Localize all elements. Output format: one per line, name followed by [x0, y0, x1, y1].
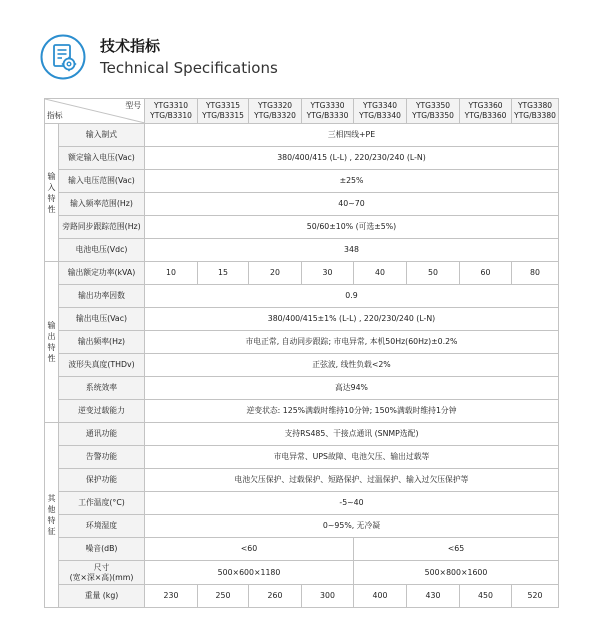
row-label: 尺寸 (宽×深×高)(mm) [59, 561, 145, 585]
row-value: 348 [145, 239, 559, 262]
row-label: 工作温度(°C) [59, 492, 145, 515]
row-label: 噪音(dB) [59, 538, 145, 561]
corner-model-label: 型号 [125, 101, 141, 110]
row-label: 输入电压范围(Vac) [59, 170, 145, 193]
power-cell: 60 [460, 262, 512, 285]
row-label: 输入频率范围(Hz) [59, 193, 145, 216]
table-row [45, 585, 559, 608]
row-label: 通讯功能 [59, 423, 145, 446]
table-row [45, 147, 559, 170]
model-header: YTG3380 YTG/B3380 [512, 99, 559, 124]
power-cell: 40 [354, 262, 407, 285]
row-label: 额定输入电压(Vac) [59, 147, 145, 170]
weight-cell: 430 [407, 585, 460, 608]
table-row [45, 216, 559, 239]
weight-cell: 260 [249, 585, 302, 608]
weight-cell: 400 [354, 585, 407, 608]
table-row [45, 262, 559, 285]
row-value: -5~40 [145, 492, 559, 515]
document-gear-icon [40, 34, 86, 80]
power-cell: 20 [249, 262, 302, 285]
group-label-output: 输 出 特 性 [45, 262, 59, 423]
row-value: 逆变状态: 125%满载时维持10分钟; 150%满载时维持1分钟 [145, 400, 559, 423]
size-value-large: 500×800×1600 [354, 561, 559, 585]
row-label: 输出额定功率(kVA) [59, 262, 145, 285]
row-value: ±25% [145, 170, 559, 193]
table-row [45, 538, 559, 561]
row-label: 逆变过载能力 [59, 400, 145, 423]
power-cell: 10 [145, 262, 198, 285]
row-value: 380/400/415 (L-L) , 220/230/240 (L-N) [145, 147, 559, 170]
table-row [45, 423, 559, 446]
row-value: 0~95%, 无冷凝 [145, 515, 559, 538]
row-value: 电池欠压保护、过载保护、短路保护、过温保护、输入过欠压保护等 [145, 469, 559, 492]
weight-cell: 520 [512, 585, 559, 608]
model-header: YTG3330 YTG/B3330 [302, 99, 354, 124]
table-row [45, 469, 559, 492]
power-cell: 50 [407, 262, 460, 285]
model-header: YTG3350 YTG/B3350 [407, 99, 460, 124]
row-value: 50/60±10% (可选±5%) [145, 216, 559, 239]
table-row [45, 285, 559, 308]
row-value: 40~70 [145, 193, 559, 216]
model-header: YTG3340 YTG/B3340 [354, 99, 407, 124]
row-value: 正弦波, 线性负载<2% [145, 354, 559, 377]
row-label: 输出电压(Vac) [59, 308, 145, 331]
row-value: 市电正常, 自动同步跟踪; 市电异常, 本机50Hz(60Hz)±0.2% [145, 331, 559, 354]
row-value: 高达94% [145, 377, 559, 400]
table-row [45, 193, 559, 216]
row-label: 输出功率因数 [59, 285, 145, 308]
table-row [45, 561, 559, 585]
row-value: 0.9 [145, 285, 559, 308]
row-label: 电池电压(Vdc) [59, 239, 145, 262]
noise-value-large: <65 [354, 538, 559, 561]
row-value: 380/400/415±1% (L-L) , 220/230/240 (L-N) [145, 308, 559, 331]
spec-table [44, 98, 559, 608]
corner-spec-label: 指标 [47, 111, 63, 120]
title-chinese: 技术指标 [100, 37, 161, 55]
row-label: 环境湿度 [59, 515, 145, 538]
corner-cell [45, 99, 145, 124]
row-label: 输入制式 [59, 124, 145, 147]
weight-cell: 300 [302, 585, 354, 608]
table-row [45, 354, 559, 377]
model-header: YTG3315 YTG/B3315 [198, 99, 249, 124]
row-label: 系统效率 [59, 377, 145, 400]
row-value: 三相四线+PE [145, 124, 559, 147]
table-row [45, 446, 559, 469]
model-header: YTG3320 YTG/B3320 [249, 99, 302, 124]
table-row [45, 515, 559, 538]
table-row [45, 492, 559, 515]
power-cell: 30 [302, 262, 354, 285]
row-label: 告警功能 [59, 446, 145, 469]
row-label: 重量 (kg) [59, 585, 145, 608]
row-label: 旁路同步跟踪范围(Hz) [59, 216, 145, 239]
group-label-other: 其 他 特 征 [45, 423, 59, 608]
row-label: 保护功能 [59, 469, 145, 492]
title-english: Technical Specifications [100, 59, 278, 77]
row-value: 市电异常、UPS故障、电池欠压、输出过载等 [145, 446, 559, 469]
power-cell: 80 [512, 262, 559, 285]
size-value-small: 500×600×1180 [145, 561, 354, 585]
power-cell: 15 [198, 262, 249, 285]
table-row [45, 331, 559, 354]
table-row [45, 170, 559, 193]
row-label: 输出频率(Hz) [59, 331, 145, 354]
table-header-row [45, 99, 559, 124]
model-header: YTG3310 YTG/B3310 [145, 99, 198, 124]
model-header: YTG3360 YTG/B3360 [460, 99, 512, 124]
table-row [45, 124, 559, 147]
section-header [40, 34, 278, 80]
table-row [45, 377, 559, 400]
weight-cell: 230 [145, 585, 198, 608]
weight-cell: 250 [198, 585, 249, 608]
table-row [45, 308, 559, 331]
row-value: 支持RS485、干接点通讯 (SNMP选配) [145, 423, 559, 446]
group-label-input: 输 入 特 性 [45, 124, 59, 262]
noise-value-small: <60 [145, 538, 354, 561]
table-row [45, 239, 559, 262]
weight-cell: 450 [460, 585, 512, 608]
table-row [45, 400, 559, 423]
row-label: 波形失真度(THDv) [59, 354, 145, 377]
